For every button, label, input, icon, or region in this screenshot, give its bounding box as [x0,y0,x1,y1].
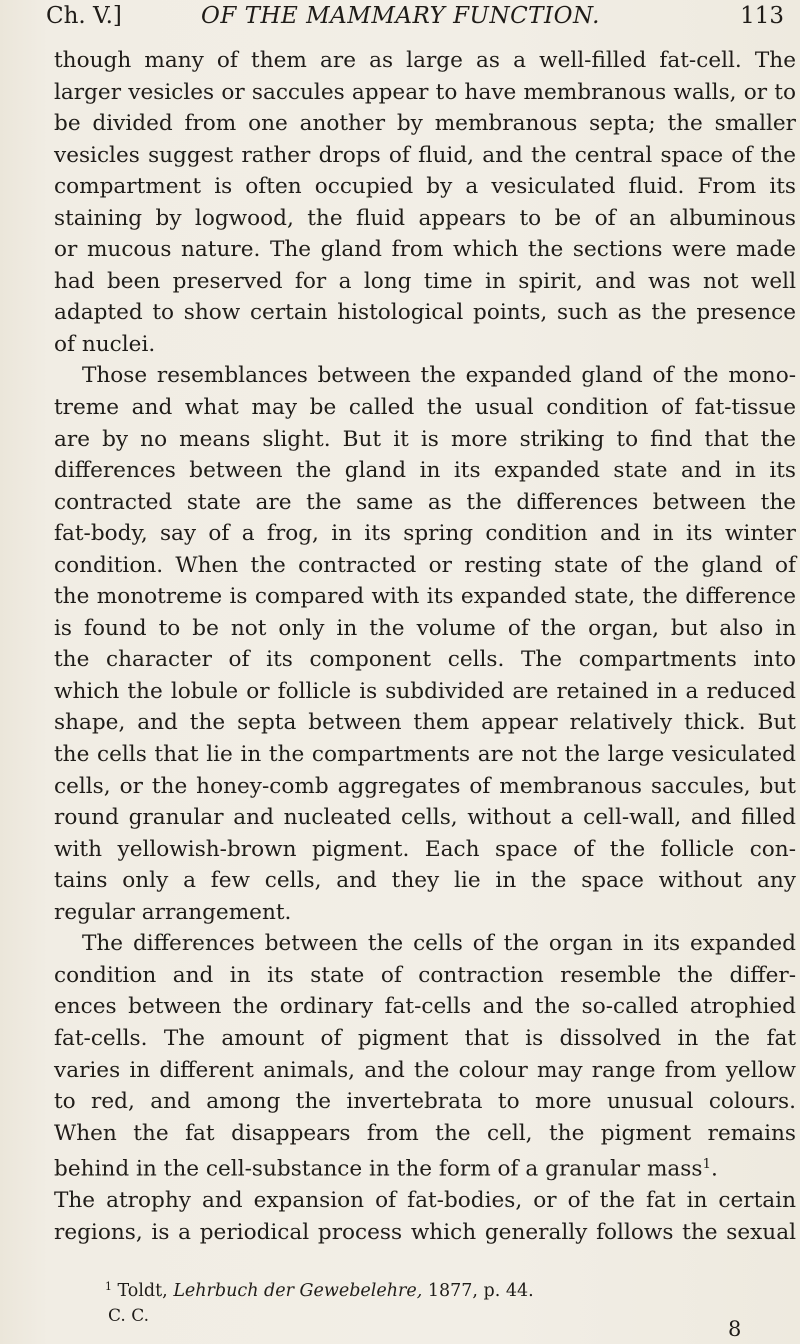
text-line: vesicles suggest rather drops of fluid, and the central space of the [54,142,796,168]
text-line-with-footnote-ref: behind in the cell-substance in the form of a granular mass$^1$. [54,1156,718,1182]
text-line: The atrophy and expansion of fat-bodies, or of the fat in certain [54,1188,796,1214]
text-line: compartment is often occupied by a vesiculated fluid. From its [54,174,796,200]
text-line: contracted state are the same as the differences between the [54,489,796,515]
text-line: treme and what may be called the usual condition of fat-tissue [54,395,796,421]
text-line: condition and in its state of contraction resemble the differ- [54,962,796,988]
text-line: regions, is a periodical process which generally follows the sexual [54,1219,796,1245]
text-line-content: behind in the cell-substance in the form of a granular mass [54,1156,703,1182]
text-line: or mucous nature. The gland from which the sections were made [54,237,796,263]
paragraph-start-line: The differences between the cells of the organ in its expanded [82,931,796,957]
text-line: larger vesicles or saccules appear to have membranous walls, or to [54,79,796,105]
signature-mark: C. C. [108,1306,150,1326]
text-line: shape, and the septa between them appear relatively thick. But [54,710,796,736]
text-line: the monotreme is compared with its expanded state, the difference [54,584,796,610]
text-line: fat-cells. The amount of pigment that is dissolved in the fat [54,1025,796,1051]
footnote [105,1280,534,1301]
text-line: condition. When the contracted or resting state of the gland of [54,552,796,578]
text-line: When the fat disappears from the cell, the pigment remains [54,1120,796,1146]
text-line: be divided from one another by membranous septa; the smaller [54,111,796,137]
text-line: which the lobule or follicle is subdivided are retained in a reduced [54,678,796,704]
text-line: regular arrangement. [54,899,292,925]
text-line: of nuclei. [54,331,156,357]
text-line: are by no means slight. But it is more striking to find that the [54,426,796,452]
body-text [54,45,796,1248]
text-line: is found to be not only in the volume of the organ, but also in [54,615,796,641]
text-line: the character of its component cells. The compartments into [54,647,796,673]
text-line: the cells that lie in the compartments are not the large vesiculated [54,742,796,768]
chapter-reference: Ch. V.] [46,3,122,29]
text-line: varies in different animals, and the colour may range from yellow [54,1057,796,1083]
text-line: differences between the gland in its expanded state and in its [54,458,796,484]
text-line: round granular and nucleated cells, without a cell-wall, and filled [54,805,796,831]
text-line: though many of them are as large as a well-filled fat-cell. The [54,48,796,73]
footnote-work: Lehrbuch der Gewebelehre, [173,1280,423,1301]
text-line: ences between the ordinary fat-cells and the so-called atrophied [54,994,796,1020]
footnote-author: Toldt, [117,1280,168,1301]
sheet-number: 8 [728,1317,742,1341]
footnote-reference: 1 [702,1157,711,1173]
text-line: staining by logwood, the fluid appears to be of an albuminous [54,205,796,231]
text-line: fat-body, say of a frog, in its spring condition and in its winter [54,521,796,547]
footnote-mark: 1 [105,1280,112,1293]
text-line: to red, and among the invertebrata to more unusual colours. [54,1089,796,1115]
page-number: 113 [740,3,784,29]
running-head [46,3,788,37]
footnote-details: 1877, p. 44. [427,1280,534,1301]
text-line: adapted to show certain histological points, such as the presence [54,300,796,326]
text-line: cells, or the honey-comb aggregates of membranous saccules, but [54,773,796,799]
text-line: tains only a few cells, and they lie in the space without any [54,868,796,894]
running-title: OF THE MAMMARY FUNCTION. [201,3,600,29]
text-line: had been preserved for a long time in spirit, and was not well [54,268,796,294]
text-line: with yellowish-brown pigment. Each space of the follicle con- [54,836,796,862]
paragraph-start-line: Those resemblances between the expanded gland of the mono- [82,363,796,389]
